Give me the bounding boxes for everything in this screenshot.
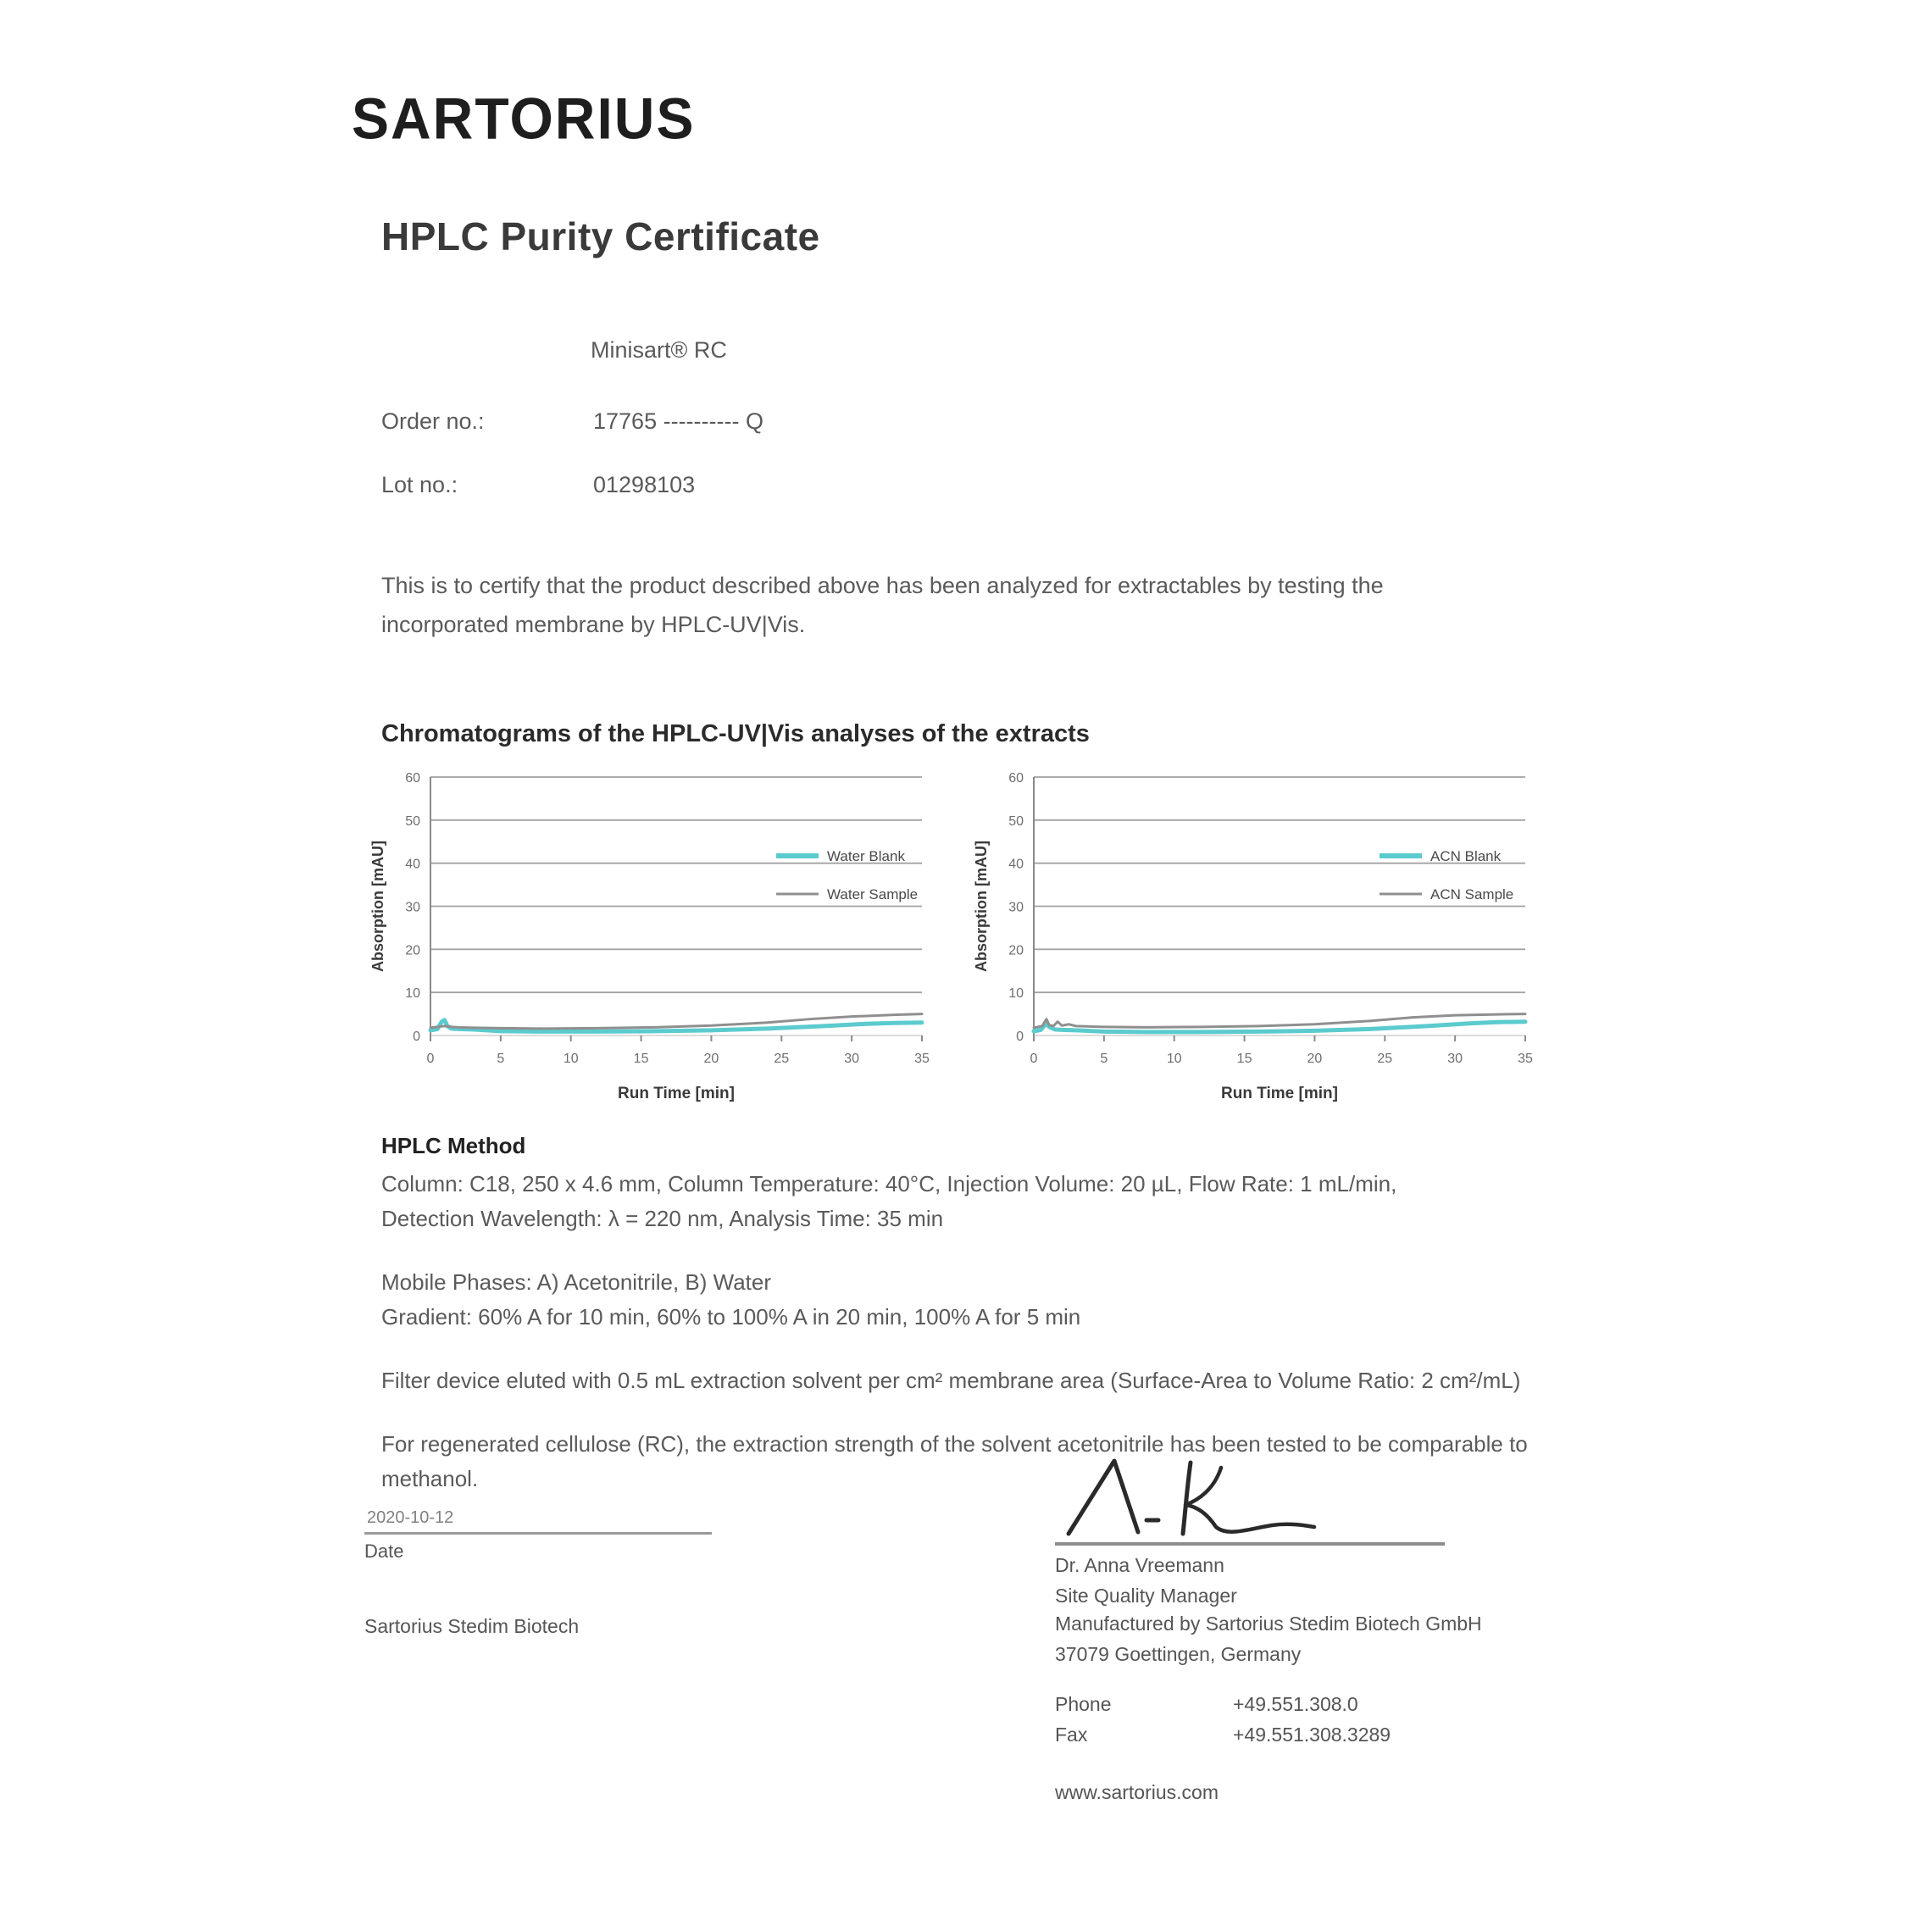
x-tick-label: 20	[703, 1052, 719, 1066]
x-tick-label: 15	[1236, 1052, 1252, 1066]
legend-label: Water Blank	[827, 848, 905, 864]
product-name: Minisart® RC	[591, 337, 727, 363]
charts-row	[363, 764, 1534, 1129]
method-line-filter-device: Filter device eluted with 0.5 mL extraction solvent per cm² membrane area (Surface-Area to Volume Ratio: 2 cm²/mL)	[381, 1368, 1521, 1393]
method-line-column: Column: C18, 250 x 4.6 mm, Column Temperature: 40°C, Injection Volume: 20 µL, Flow Rate: 1 mL/min,	[381, 1171, 1397, 1196]
y-tick-label: 0	[1016, 1030, 1024, 1044]
lot-no-label: Lot no.:	[381, 472, 458, 497]
legend-label: ACN Sample	[1430, 886, 1514, 902]
y-tick-label: 10	[1008, 986, 1024, 1002]
signer-title: Site Quality Manager	[1055, 1585, 1237, 1607]
x-tick-label: 5	[497, 1052, 505, 1066]
x-tick-label: 0	[426, 1052, 435, 1066]
date-rule	[364, 1532, 712, 1535]
certification-statement: This is to certify that the product described above has been analyzed for extractables by testing the incorporated membrane by HPLC-UV|Vis.	[381, 573, 1384, 637]
website-url: www.sartorius.com	[1055, 1781, 1219, 1803]
sartorius-logo: SARTORIUS	[352, 86, 696, 151]
fax-value: +49.551.308.3289	[1233, 1724, 1391, 1746]
x-tick-label: 35	[1518, 1052, 1533, 1066]
date-label: Date	[364, 1541, 404, 1562]
y-tick-label: 50	[1008, 813, 1024, 829]
y-tick-label: 40	[1008, 857, 1024, 872]
method-line-gradient: Gradient: 60% A for 10 min, 60% to 100% A in 20 min, 100% A for 5 min	[381, 1304, 1081, 1330]
phone-label: Phone	[1055, 1693, 1112, 1715]
method-line-rc-note: For regenerated cellulose (RC), the extraction strength of the solvent acetonitrile has been tested to be comparable to methanol.	[381, 1431, 1528, 1491]
x-axis-title: Run Time [min]	[1221, 1085, 1338, 1102]
y-tick-label: 30	[405, 900, 420, 915]
legend-label: ACN Blank	[1430, 848, 1502, 864]
signature-image	[1053, 1451, 1333, 1544]
y-axis-title: Absorption [mAU]	[369, 841, 386, 972]
order-no-label: Order no.:	[381, 408, 485, 434]
phone-value: +49.551.308.0	[1233, 1693, 1358, 1715]
x-tick-label: 15	[633, 1052, 649, 1066]
water-chromatogram-chart	[363, 764, 930, 1129]
y-tick-label: 10	[405, 986, 420, 1002]
signer-name: Dr. Anna Vreemann	[1055, 1554, 1224, 1576]
chromatograms-heading: Chromatograms of the HPLC-UV|Vis analyses of the extracts	[381, 720, 1090, 747]
x-tick-label: 5	[1100, 1052, 1108, 1066]
x-axis-title: Run Time [min]	[618, 1085, 735, 1102]
lot-no-value: 01298103	[593, 472, 696, 497]
x-tick-label: 35	[914, 1052, 930, 1066]
method-line-detection: Detection Wavelength: λ = 220 nm, Analysis Time: 35 min	[381, 1206, 944, 1231]
x-tick-label: 10	[563, 1052, 579, 1066]
page-title: HPLC Purity Certificate	[381, 214, 820, 258]
manufacturer-address-line: 37079 Goettingen, Germany	[1055, 1643, 1302, 1665]
x-tick-label: 30	[1447, 1052, 1463, 1066]
x-tick-label: 25	[1377, 1052, 1393, 1066]
company-name-left: Sartorius Stedim Biotech	[364, 1615, 580, 1637]
manufactured-by-line: Manufactured by Sartorius Stedim Biotech GmbH	[1055, 1613, 1482, 1635]
x-tick-label: 25	[774, 1052, 790, 1066]
y-tick-label: 50	[405, 813, 420, 829]
hplc-method-section	[381, 1129, 1551, 1496]
x-tick-label: 10	[1166, 1052, 1182, 1066]
x-tick-label: 0	[1030, 1052, 1038, 1066]
legend-label: Water Sample	[827, 886, 919, 902]
y-tick-label: 60	[1008, 771, 1024, 786]
y-tick-label: 20	[1008, 943, 1024, 958]
order-no-value: 17765 ---------- Q	[593, 408, 763, 434]
x-tick-label: 30	[844, 1052, 860, 1066]
y-tick-label: 20	[405, 943, 420, 958]
x-tick-label: 20	[1307, 1052, 1323, 1066]
y-tick-label: 60	[405, 771, 420, 786]
y-axis-title: Absorption [mAU]	[973, 841, 990, 972]
date-value: 2020-10-12	[367, 1508, 454, 1527]
y-tick-label: 40	[405, 857, 420, 872]
method-line-mobile-phases: Mobile Phases: A) Acetonitrile, B) Water	[381, 1269, 772, 1295]
y-tick-label: 0	[413, 1030, 420, 1044]
signature-rule	[1055, 1542, 1445, 1546]
y-tick-label: 30	[1008, 900, 1024, 915]
fax-label: Fax	[1055, 1724, 1088, 1746]
hplc-method-heading: HPLC Method	[381, 1133, 526, 1158]
acn-chromatogram-chart	[966, 764, 1534, 1129]
